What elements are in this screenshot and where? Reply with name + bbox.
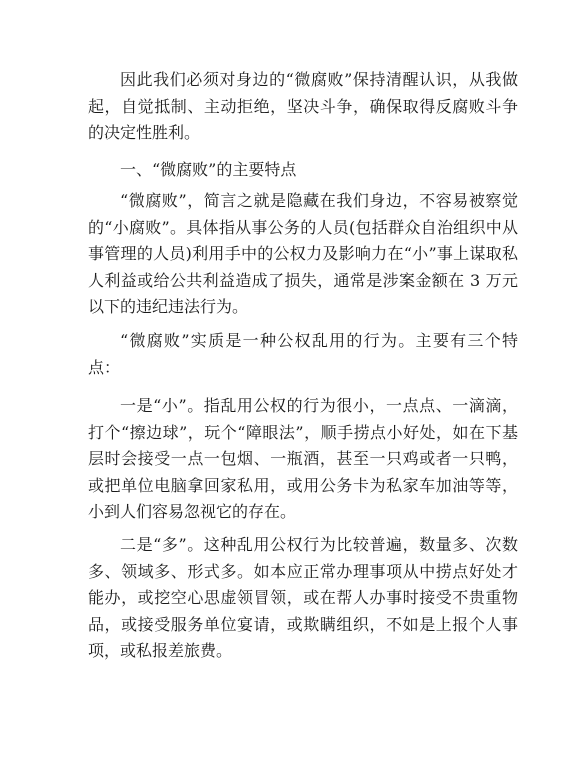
section-heading: 一、“微腐败”的主要特点 <box>120 160 297 179</box>
definition-paragraph: “微腐败”，简言之就是隐藏在我们身边，不容易被察觉的“小腐败”。具体指从事公务的人员(包括群众自治组织中从事管理的人员)利用手中的公权力及影响力在“小”事上谋取私人利益或给公共利益造成了损失，通常是涉案金额在 3 万元以下的违纪违法行为。 <box>88 191 518 316</box>
intro-paragraph: 因此我们必须对身边的“微腐败”保持清醒认识，从我做起，自觉抵制、主动拒绝，坚决斗争，确保取得反腐败斗争的决定性胜利。 <box>88 70 518 142</box>
feature-many-paragraph: 二是“多”。这种乱用公权行为比较普遍，数量多、次数多、领域多、形式多。如本应正常办理事项从中捞点好处才能办，或挖空心思虚领冒领，或在帮人办事时接受不贵重物品，或接受服务单位宴请，或欺瞒组织，不如是上报个人事项，或私报差旅费。 <box>88 535 518 660</box>
feature-small-paragraph: 一是“小”。指乱用公权的行为很小，一点点、一滴滴，打个“擦边球”，玩个“障眼法”，顺手捞点小好处，如在下基层时会接受一点一包烟、一瓶酒，甚至一只鸡或者一只鸭，或把单位电脑拿回家私用，或用公务卡为私家车加油等等，小到人们容易忽视它的存在。 <box>88 396 518 521</box>
features-intro-paragraph: “微腐败”实质是一种公权乱用的行为。主要有三个特点： <box>88 331 518 377</box>
